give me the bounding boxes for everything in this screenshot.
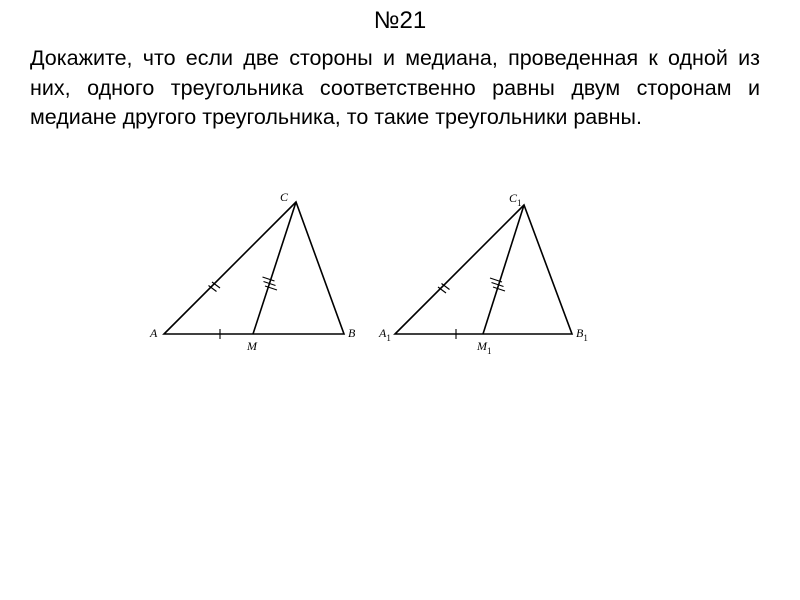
- label-m: M: [247, 339, 257, 353]
- label-b1-subscript: 1: [583, 333, 588, 343]
- triangle-1: [149, 190, 356, 353]
- triangle-2-ticks-ac: [438, 284, 450, 294]
- label-m1-subscript: 1: [487, 346, 492, 356]
- label-m1: [476, 339, 492, 356]
- label-c1-letter: C: [509, 191, 518, 205]
- label-a1-subscript: 1: [386, 333, 391, 343]
- triangle-1-ticks-ac: [209, 282, 221, 292]
- triangle-2: [378, 191, 588, 356]
- label-c1: [509, 191, 522, 208]
- triangle-2-median: [483, 205, 524, 334]
- label-b: B: [348, 326, 356, 340]
- label-b1-letter: B: [576, 326, 584, 340]
- problem-number: №21: [373, 7, 427, 34]
- label-a1-letter: A: [379, 326, 387, 340]
- triangle-2-ticks-cm: [490, 278, 505, 291]
- label-c1-subscript: 1: [517, 198, 522, 208]
- label-a: A: [150, 326, 158, 340]
- label-m1-letter: M: [477, 339, 487, 353]
- label-b1: [576, 326, 588, 343]
- label-a1: [378, 326, 391, 343]
- label-c: C: [280, 190, 289, 204]
- problem-statement: Докажите, что если две стороны и медиана, проведенная к одной из них, одного треугольника соответственно равны двум сторонам и медиане другого треугольника, то такие треугольники равны.: [30, 46, 760, 129]
- triangle-1-outline: [164, 202, 344, 334]
- triangle-1-median: [253, 202, 296, 334]
- triangle-2-outline: [395, 205, 572, 334]
- triangle-1-ticks-cm: [263, 277, 278, 290]
